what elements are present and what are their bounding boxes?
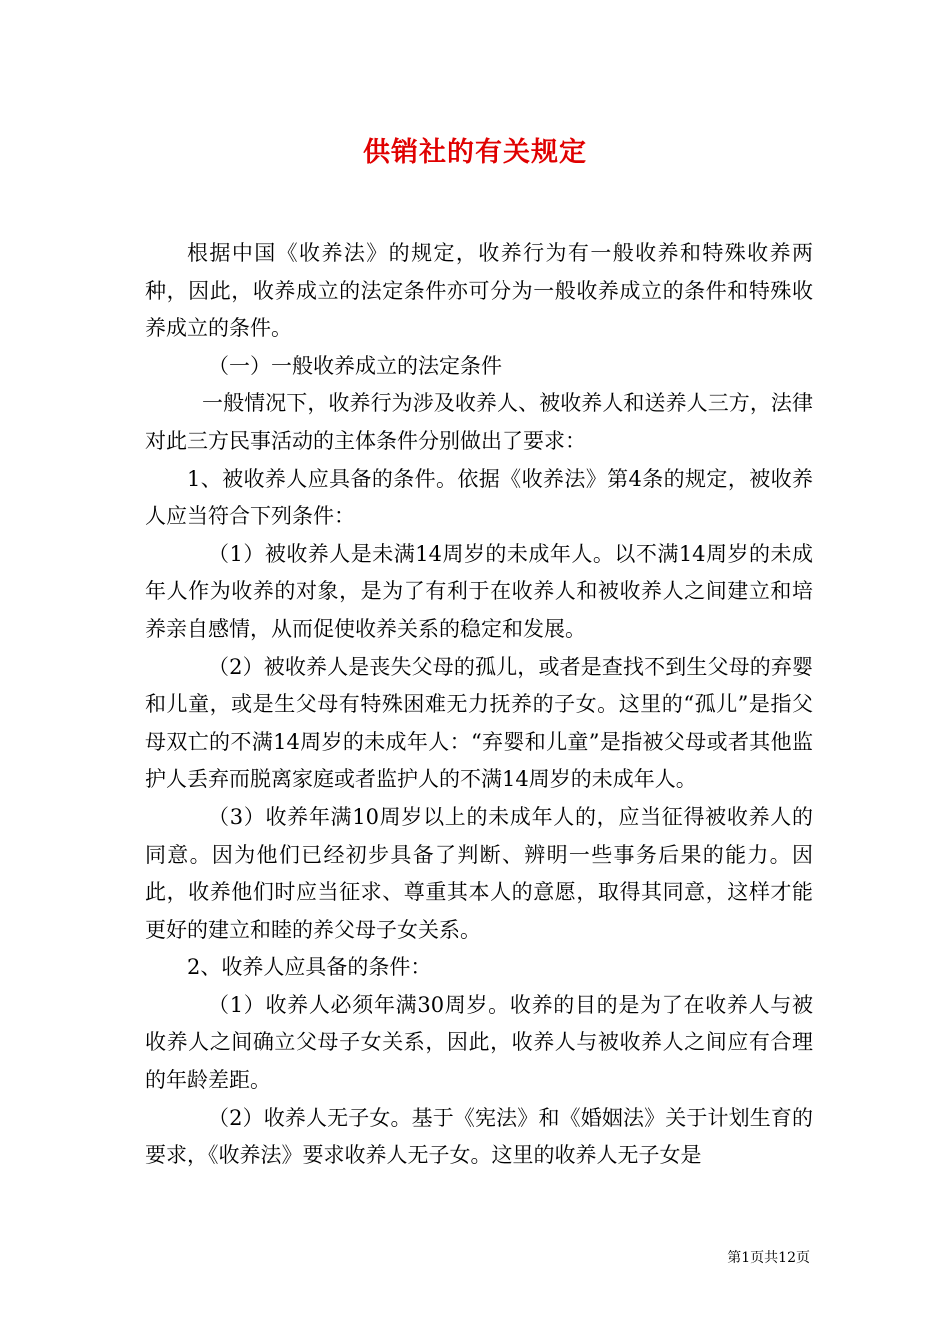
- paragraph-section-heading: （一）一般收养成立的法定条件: [208, 353, 502, 378]
- paragraph-intro: 根据中国《收养法》的规定，收养行为有一般收养和特殊收养两种，因此，收养成立的法定条件亦可分为一般收养成立的条件和特殊收养成立的条件。: [145, 241, 813, 341]
- paragraph-general: 一般情况下，收养行为涉及收养人、被收养人和送养人三方，法律对此三方民事活动的主体条件分别做出了要求：: [145, 391, 813, 453]
- paragraph-adopter-conditions: 2、收养人应具备的条件：: [187, 955, 432, 980]
- document-title: 供销社的有关规定: [363, 137, 587, 168]
- paragraph-adoptee-3: （3）收养年满10周岁以上的未成年人的，应当征得被收养人的同意。因为他们已经初步具备了判断、辨明一些事务后果的能力。因此，收养他们时应当征求、尊重其本人的意愿，取得其同意，这样才能更好的建立和睦的养父母子女关系。: [145, 804, 813, 942]
- paragraph-adoptee-conditions: 1、被收养人应具备的条件。依据《收养法》第4条的规定，被收养人应当符合下列条件：: [145, 466, 813, 529]
- paragraph-adoptee-1: （1）被收养人是未满14周岁的未成年人。以不满14周岁的未成年人作为收养的对象，是为了有利于在收养人和被收养人之间建立和培养亲自感情，从而促使收养关系的稳定和发展。: [145, 541, 813, 641]
- document-body: [145, 235, 813, 1175]
- paragraph-adopter-1: （1）收养人必须年满30周岁。收养的目的是为了在收养人与被收养人之间确立父母子女关系，因此，收养人与被收养人之间应有合理的年龄差距。: [145, 992, 813, 1093]
- paragraph-adopter-2: （2）收养人无子女。基于《宪法》和《婚姻法》关于计划生育的要求，《收养法》要求收养人无子女。这里的收养人无子女是: [145, 1105, 813, 1168]
- paragraph-adoptee-2: （2）被收养人是丧失父母的孤儿，或者是查找不到生父母的弃婴和儿童，或是生父母有特殊困难无力抚养的子女。这里的“孤儿”是指父母双亡的不满14周岁的未成年人：“弃婴和儿童”是指被父母或者其他监护人丢弃而脱离家庭或者监护人的不满14周岁的未成年人。: [145, 654, 813, 792]
- page-number: 第1页共12页: [727, 1250, 810, 1266]
